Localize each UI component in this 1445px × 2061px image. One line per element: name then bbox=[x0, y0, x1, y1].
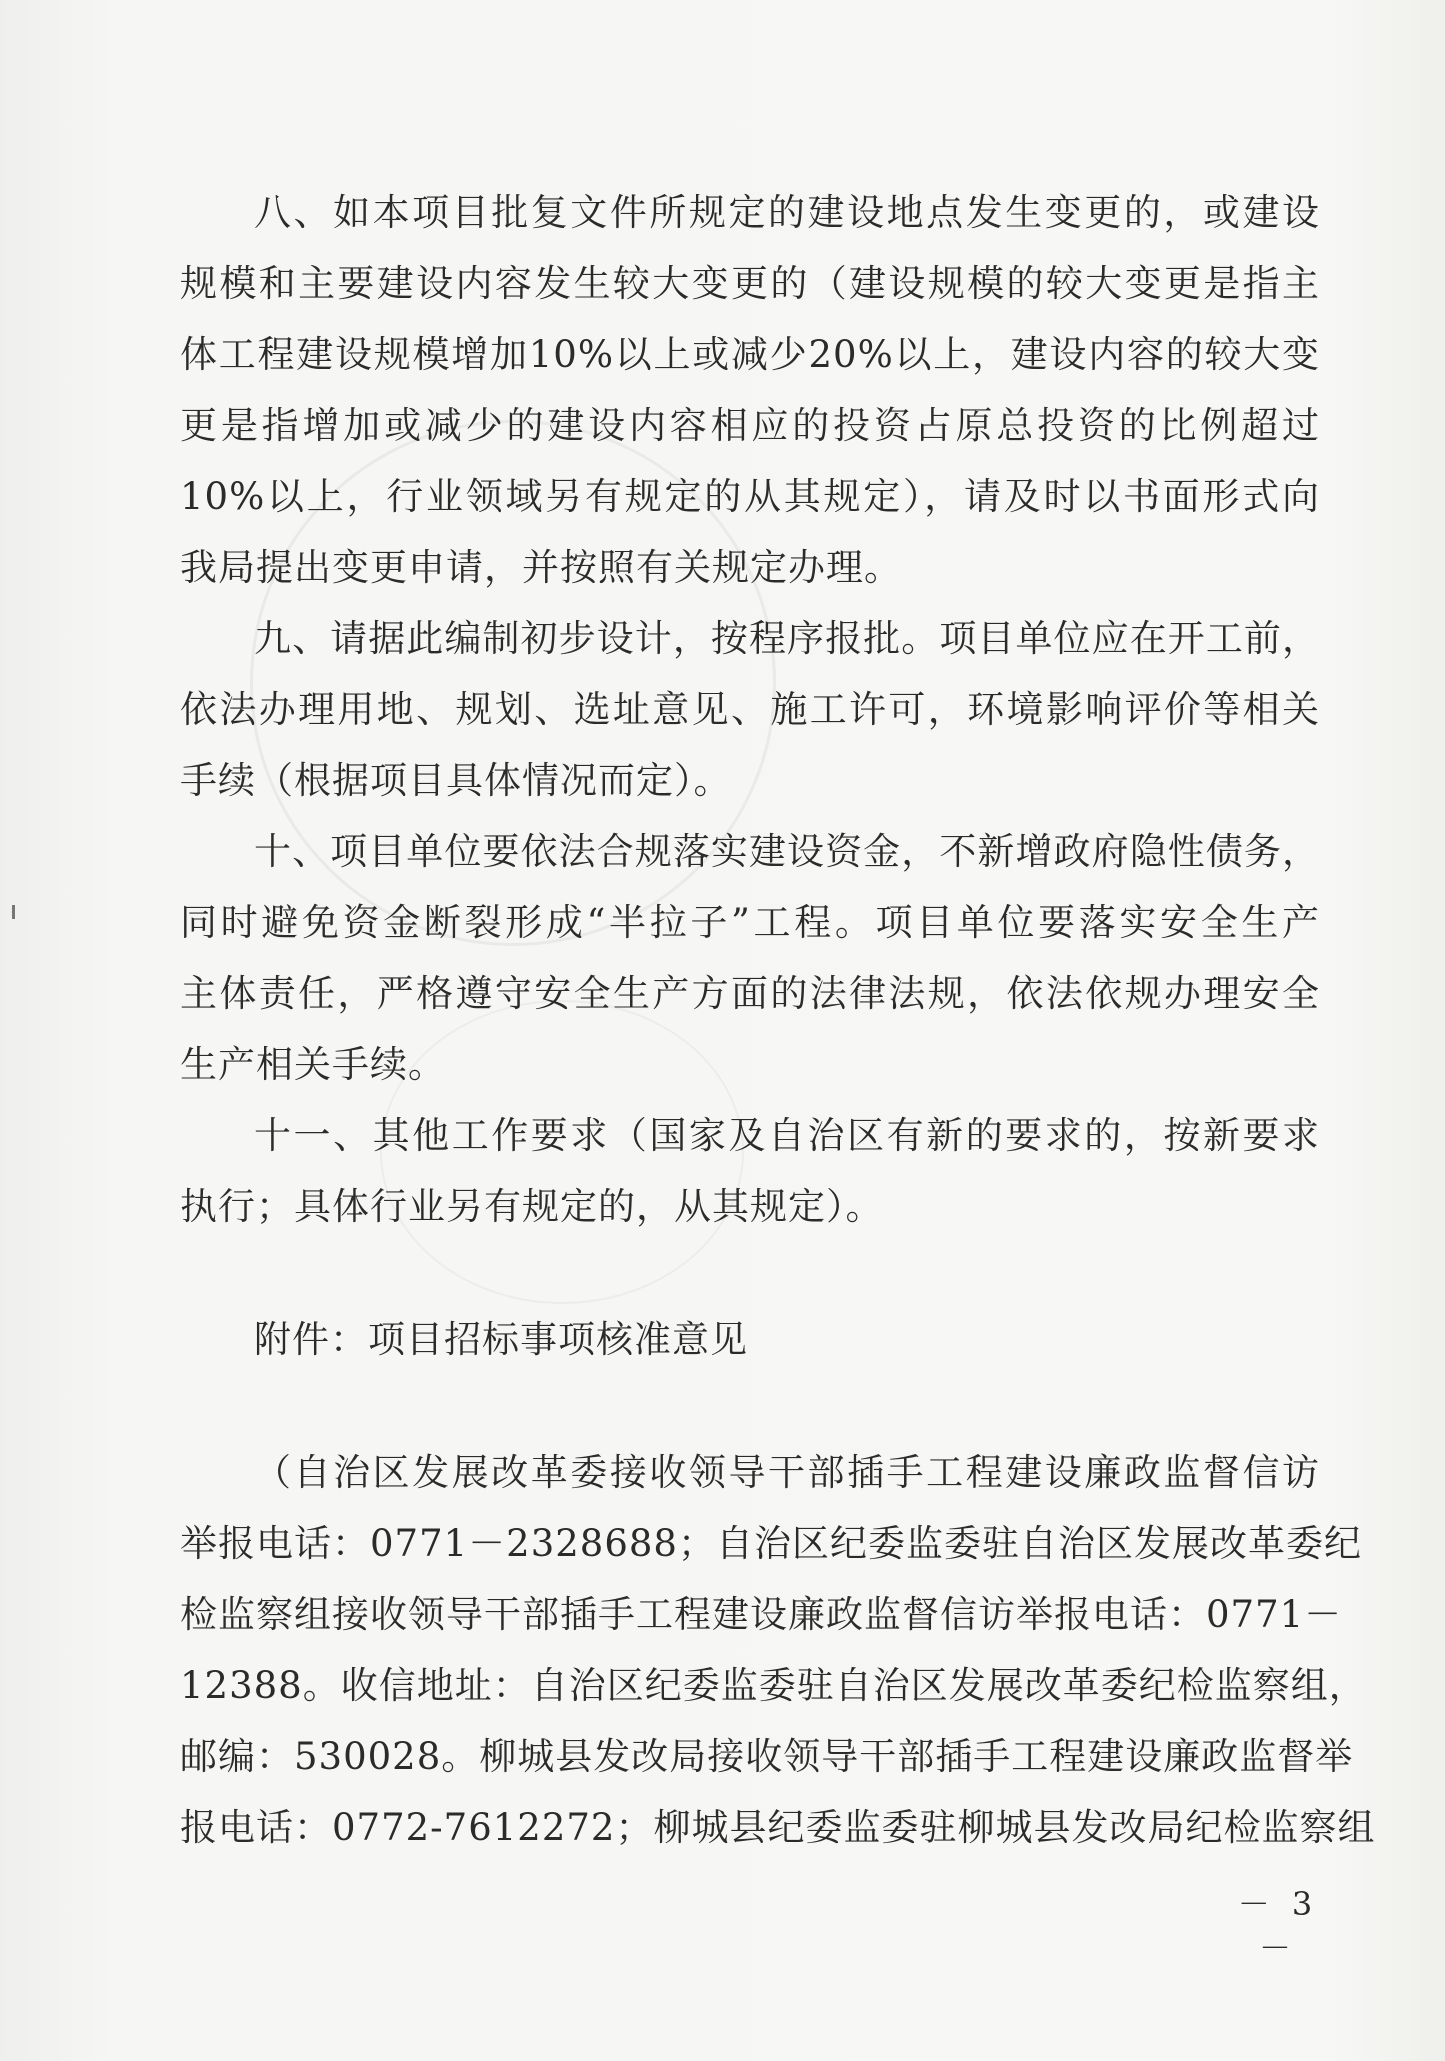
paragraph-line: 检监察组接收领导干部插手工程建设廉政监督信访举报电话：0771－ bbox=[180, 1593, 1343, 1636]
scan-edge-mark bbox=[12, 905, 15, 919]
page-number: － 3 － bbox=[1237, 1885, 1319, 1967]
paragraph-line: 体工程建设规模增加10%以上或减少20%以上，建设内容的较大变 bbox=[180, 333, 1320, 376]
paragraph-line: 10%以上，行业领域另有规定的从其规定），请及时以书面形式向 bbox=[180, 475, 1320, 518]
paragraph-line: 举报电话：0771－2328688；自治区纪委监委驻自治区发展改革委纪 bbox=[180, 1522, 1362, 1565]
paragraph-line: 主体责任，严格遵守安全生产方面的法律法规，依法依规办理安全 bbox=[180, 972, 1320, 1015]
paragraph-line: 执行；具体行业另有规定的，从其规定）。 bbox=[180, 1185, 884, 1228]
paragraph-line: 十、项目单位要依法合规落实建设资金，不新增政府隐性债务， bbox=[254, 830, 1320, 873]
paragraph-line: 生产相关手续。 bbox=[180, 1043, 446, 1086]
paragraph-line: 八、如本项目批复文件所规定的建设地点发生变更的，或建设 bbox=[254, 191, 1320, 234]
paragraph-line: （自治区发展改革委接收领导干部插手工程建设廉政监督信访 bbox=[254, 1451, 1320, 1494]
paragraph-line: 更是指增加或减少的建设内容相应的投资占原总投资的比例超过 bbox=[180, 404, 1320, 447]
paragraph-line: 报电话：0772-7612272；柳城县纪委监委驻柳城县发改局纪检监察组 bbox=[180, 1806, 1376, 1849]
paragraph-line: 我局提出变更申请，并按照有关规定办理。 bbox=[180, 546, 902, 589]
paragraph-line: 邮编：530028。柳城县发改局接收领导干部插手工程建设廉政监督举 bbox=[180, 1735, 1354, 1778]
paragraph-line: 同时避免资金断裂形成“半拉子”工程。项目单位要落实安全生产 bbox=[180, 901, 1320, 944]
paragraph-line: 规模和主要建设内容发生较大变更的（建设规模的较大变更是指主 bbox=[180, 262, 1320, 305]
paragraph-line: 手续（根据项目具体情况而定）。 bbox=[180, 759, 732, 802]
paragraph-line: 依法办理用地、规划、选址意见、施工许可，环境影响评价等相关 bbox=[180, 688, 1320, 731]
attachment-line: 附件：项目招标事项核准意见 bbox=[254, 1318, 748, 1361]
paragraph-line: 12388。收信地址：自治区纪委监委驻自治区发展改革委纪检监察组， bbox=[180, 1664, 1367, 1707]
paragraph-line: 十一、其他工作要求（国家及自治区有新的要求的，按新要求 bbox=[254, 1114, 1320, 1157]
paragraph-line: 九、请据此编制初步设计，按程序报批。项目单位应在开工前， bbox=[254, 617, 1320, 660]
